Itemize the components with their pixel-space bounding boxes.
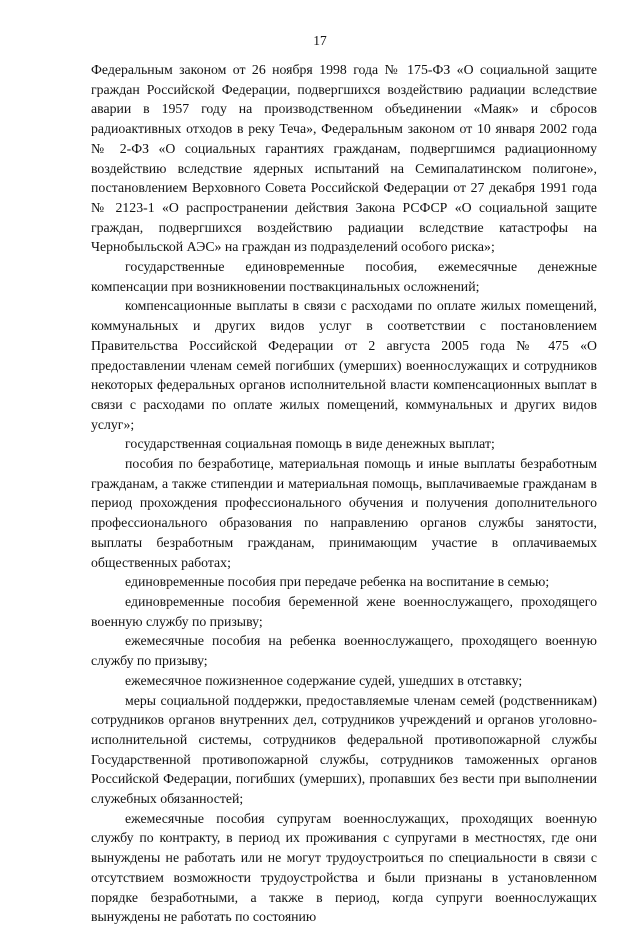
document-body <box>91 60 597 927</box>
page-number: 17 <box>313 33 327 48</box>
paragraph-social-assistance: государственная социальная помощь в виде денежных выплат; <box>125 436 495 452</box>
paragraph-vaccination-benefits: государственные единовременные пособия, ежемесячные денежные компенсации при возникновении поствакцинальных осложнений; <box>91 259 597 294</box>
paragraph-law-list: Федеральным законом от 26 ноября 1998 года № 175-ФЗ «О социальной защите граждан Российской Федерации, подвергшихся воздействию радиации вследствие аварии в 1957 году на производственном объединении «Маяк» и сбросов радиоактивных отходов в реку Теча», Федеральным законом от 10 января 2002 года № 2-ФЗ «О социальных гарантиях гражданам, подвергшимся радиационному воздействию вследствие ядерных испытаний на Семипалатинском полигоне», постановлением Верховного Совета Российской Федерации от 27 декабря 1991 года № 2123-1 «О распространении действия Закона РСФСР «О социальной защите граждан, подвергшихся воздействию радиации вследствие катастрофы на Чернобыльской АЭС» на граждан из подразделений особого риска»; <box>91 62 597 255</box>
paragraph-housing-compensation: компенсационные выплаты в связи с расходами по оплате жилых помещений, коммунальных и других видов услуг в соответствии с постановлением Правительства Российской Федерации от 2 августа 2005 года № 475 «О предоставлении членам семей погибших (умерших) военнослужащих и сотрудников некоторых федеральных органов исполнительной власти компенсационных выплат в связи с расходами по оплате жилых помещений, коммунальных и других видов услуг»; <box>91 298 597 432</box>
paragraph-unemployment-benefits: пособия по безработице, материальная помощь и иные выплаты безработным гражданам, а также стипендии и материальная помощь, выплачиваемые гражданам в период прохождения профессионального обучения и получения дополнительного профессионального образования по направлению органов службы занятости, выплаты безработным гражданам, принимающим участие в оплачиваемых общественных работах; <box>91 456 597 570</box>
paragraph-family-support-measures: меры социальной поддержки, предоставляемые членам семей (родственникам) сотрудников органов внутренних дел, сотрудников учреждений и органов уголовно-исполнительной системы, сотрудников федеральной противопожарной службы Государственной противопожарной службы, сотрудников таможенных органов Российской Федерации, погибших (умерших), пропавших без вести при выполнении служебных обязанностей; <box>91 692 597 807</box>
paragraph-pregnant-wife-benefit: единовременные пособия беременной жене военнослужащего, проходящего военную службу по призыву; <box>91 593 597 629</box>
paragraph-child-placement-benefit: единовременные пособия при передаче ребенка на воспитание в семью; <box>125 574 550 590</box>
paragraph-judges-allowance: ежемесячное пожизненное содержание судей, ушедших в отставку; <box>125 672 523 688</box>
paragraph-spouse-benefits: ежемесячные пособия супругам военнослужащих, проходящих военную службу по контракту, в период их проживания с супругами в местностях, где они вынуждены не работать или не могут трудоустроиться по специальности в связи с отсутствием возможности трудоустройства и были признаны в установленном порядке безработными, а также в период, когда супруги военнослужащих вынуждены не работать по состоянию <box>91 810 597 925</box>
paragraph-child-of-conscript-benefit: ежемесячные пособия на ребенка военнослужащего, проходящего военную службу по призыву; <box>91 633 597 669</box>
